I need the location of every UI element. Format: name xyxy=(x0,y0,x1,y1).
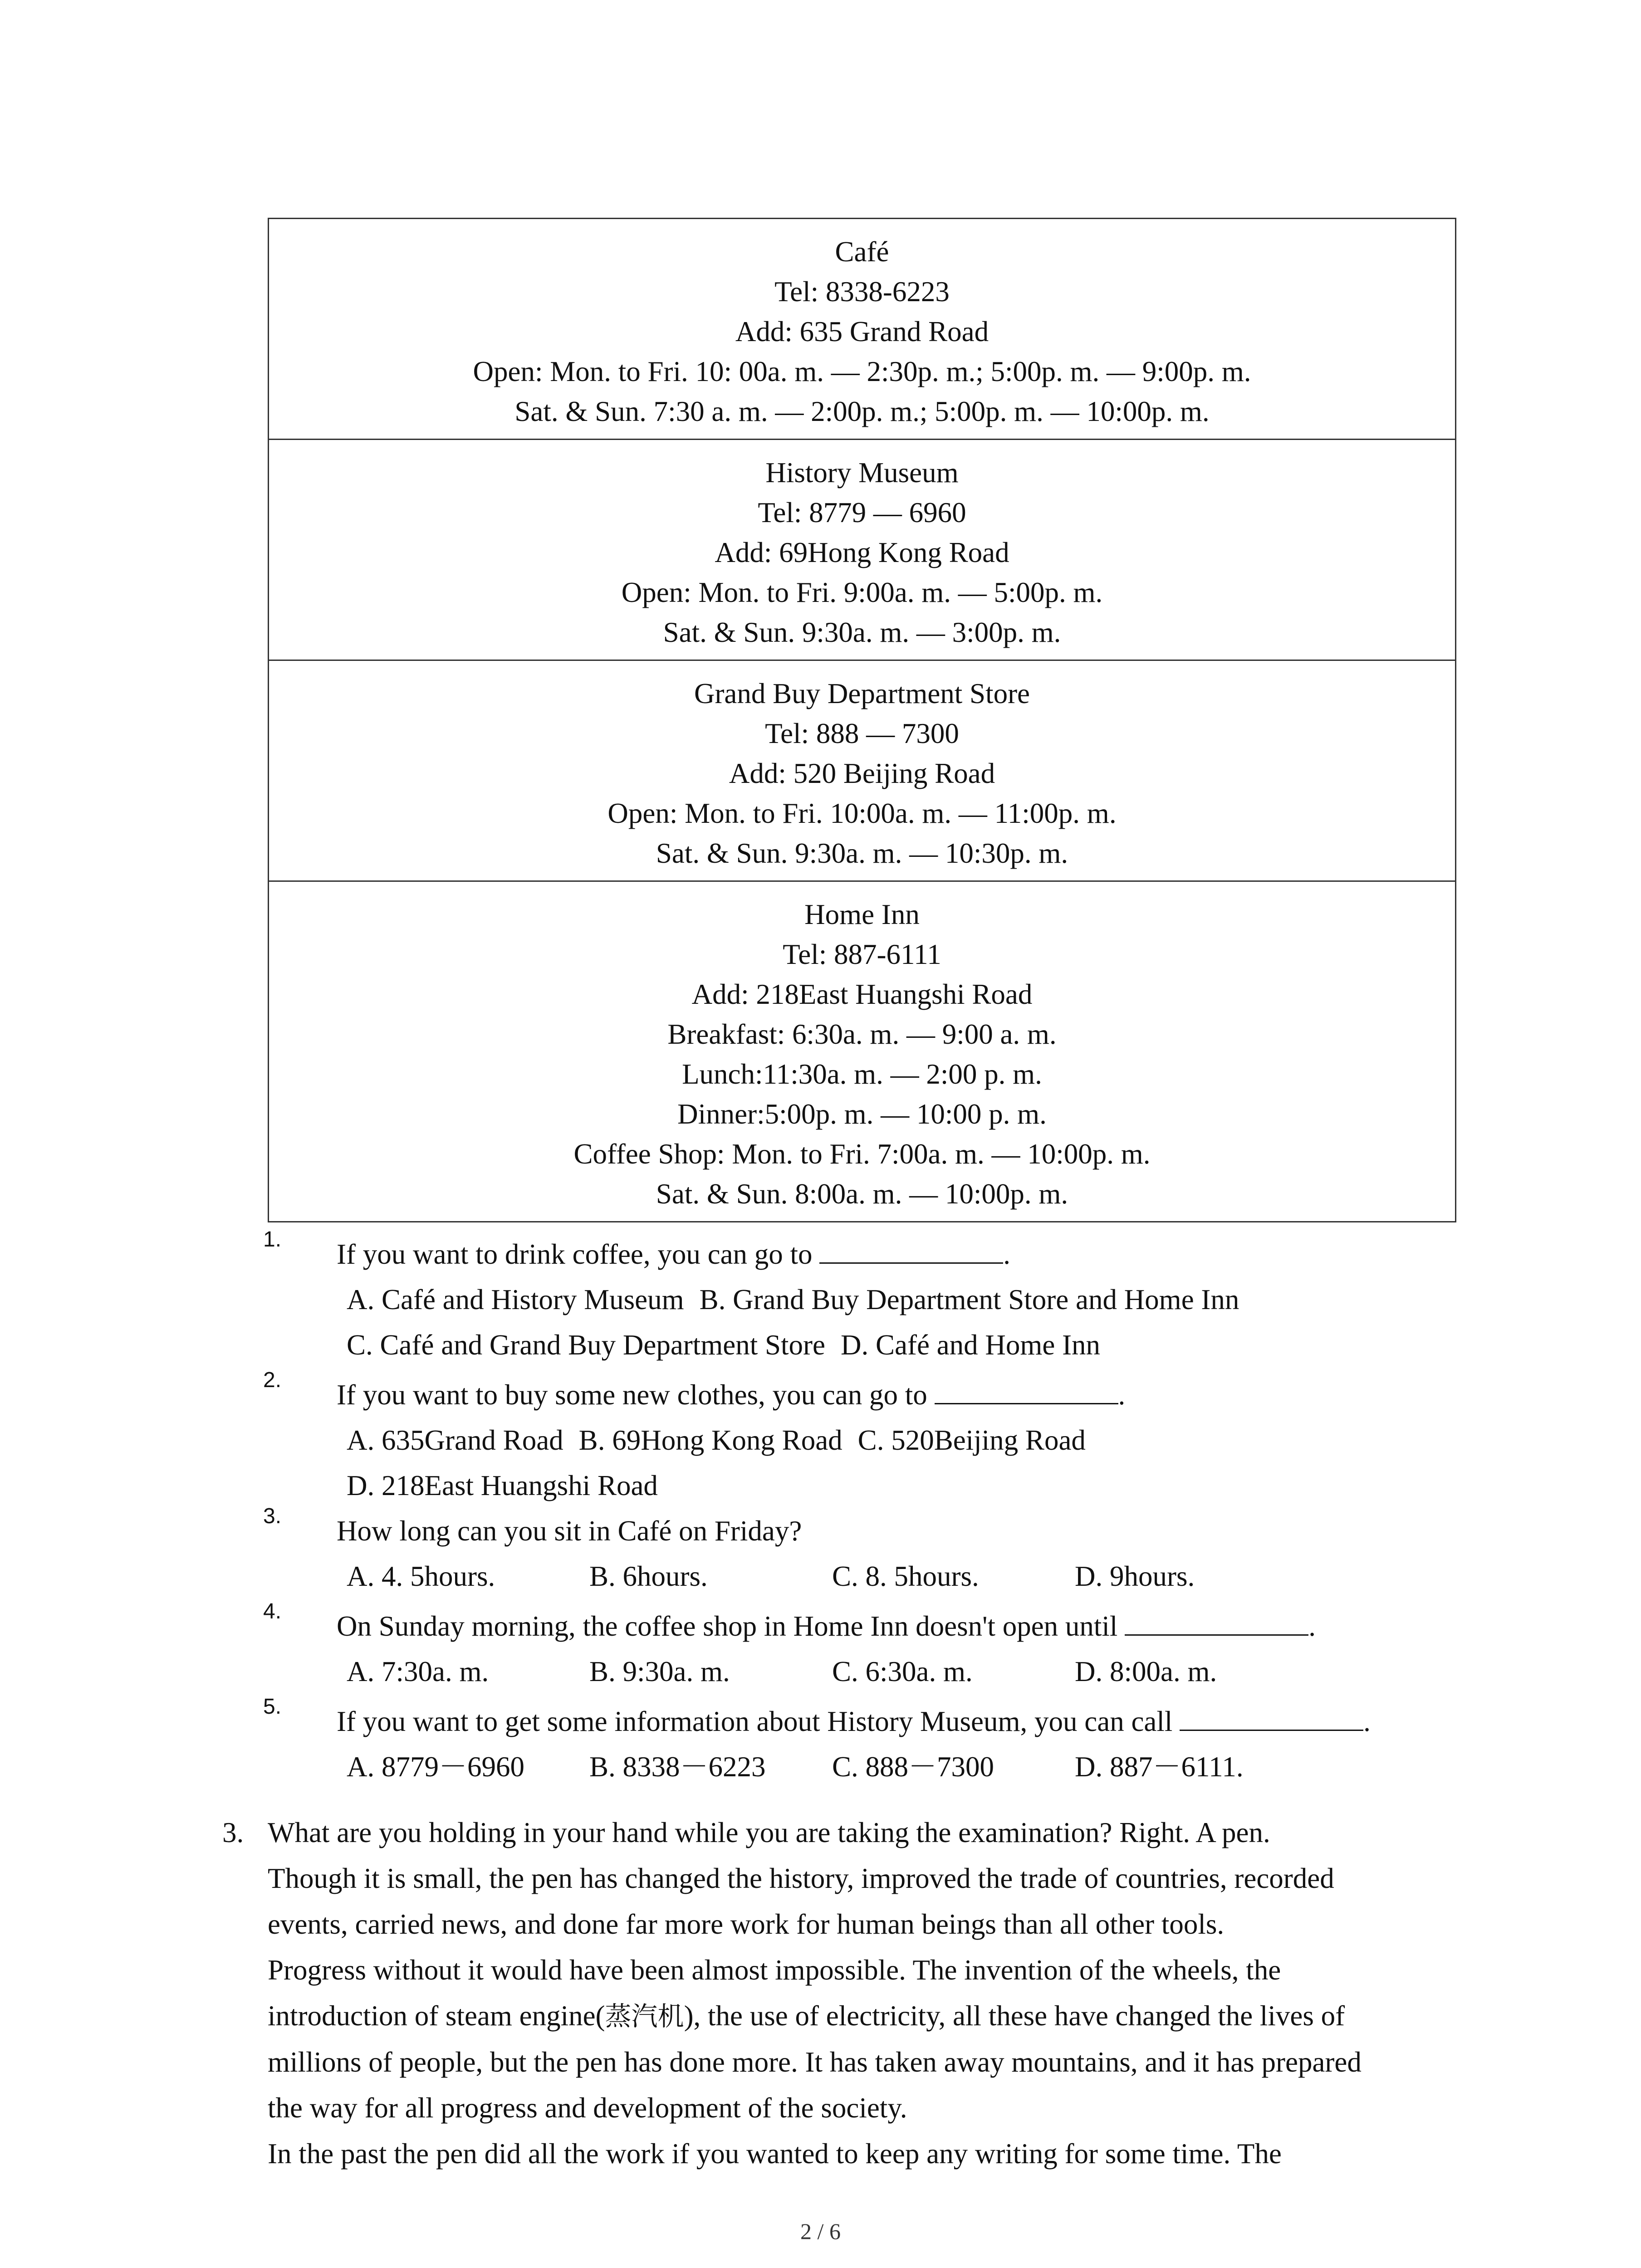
option-row xyxy=(263,1277,1488,1322)
option-d: D. Café and Home Inn xyxy=(840,1329,1101,1361)
passage-line: the way for all progress and development of the society. xyxy=(268,2092,907,2124)
stem-end: . xyxy=(1308,1610,1316,1642)
place-name: Home Inn xyxy=(804,899,920,930)
question-stem xyxy=(263,1603,1488,1649)
info-line: Open: Mon. to Fri. 10:00a. m. — 11:00p. m. xyxy=(607,797,1117,829)
info-line: Coffee Shop: Mon. to Fri. 7:00a. m. — 10:00p. m. xyxy=(573,1138,1151,1170)
place-name: Grand Buy Department Store xyxy=(694,678,1030,709)
option-b: B. Grand Buy Department Store and Home Inn xyxy=(699,1284,1239,1315)
info-line: Add: 520 Beijing Road xyxy=(729,758,995,789)
option-a: A. 635Grand Road xyxy=(347,1424,563,1456)
question-stem xyxy=(263,1508,1488,1554)
department-store-cell xyxy=(269,660,1456,881)
option-b: B. 69Hong Kong Road xyxy=(578,1424,843,1456)
info-line: Tel: 8779 — 6960 xyxy=(758,497,966,528)
info-line: Tel: 888 — 7300 xyxy=(765,718,959,749)
option-row xyxy=(263,1322,1488,1368)
info-line: Tel: 887-6111 xyxy=(783,938,941,970)
passage-text: ), the use of electricity, all these have changed the lives of xyxy=(684,2000,1345,2032)
option-c: C. Café and Grand Buy Department Store xyxy=(347,1329,825,1361)
option-a: A. 8779－6960 xyxy=(347,1751,524,1783)
option-c: C. 888－7300 xyxy=(832,1751,994,1783)
info-line: Open: Mon. to Fri. 10: 00a. m. — 2:30p. m.; 5:00p. m. — 9:00p. m. xyxy=(473,356,1251,387)
option-row xyxy=(263,1744,1488,1789)
place-name: History Museum xyxy=(765,457,959,489)
reading-passage xyxy=(222,1810,1474,2177)
info-line: Breakfast: 6:30a. m. — 9:00 a. m. xyxy=(667,1018,1057,1050)
info-table xyxy=(268,218,1456,1222)
question-stem xyxy=(263,1699,1488,1744)
option-d: D. 887－6111. xyxy=(1075,1751,1244,1783)
info-line: Dinner:5:00p. m. — 10:00 p. m. xyxy=(677,1098,1047,1130)
stem-text: If you want to buy some new clothes, you can go to xyxy=(337,1379,927,1411)
option-b: B. 8338－6223 xyxy=(589,1751,766,1783)
option-c: C. 520Beijing Road xyxy=(857,1424,1086,1456)
question-stem xyxy=(263,1372,1488,1418)
option-row xyxy=(263,1418,1488,1463)
info-line: Tel: 8338-6223 xyxy=(774,276,950,308)
page-number: 2 / 6 xyxy=(800,2219,841,2244)
passage-number: 3. xyxy=(222,1817,244,1848)
passage-text: What are you holding in your hand while you are taking the examination? Right. A pen. xyxy=(268,1817,1270,1848)
option-a: A. Café and History Museum xyxy=(347,1284,684,1315)
answer-blank xyxy=(935,1376,1118,1404)
option-c: C. 8. 5hours. xyxy=(832,1560,979,1592)
info-line: Add: 635 Grand Road xyxy=(735,316,989,347)
question-3 xyxy=(263,1504,1488,1599)
table-row xyxy=(269,881,1456,1222)
passage-line xyxy=(222,1993,1474,2039)
option-b: B. 9:30a. m. xyxy=(589,1656,730,1687)
option-d: D. 9hours. xyxy=(1075,1560,1195,1592)
stem-text: On Sunday morning, the coffee shop in Home Inn doesn't open until xyxy=(337,1610,1118,1642)
place-name: Café xyxy=(835,236,889,268)
passage-line xyxy=(222,1810,1474,1856)
answer-blank xyxy=(819,1235,1003,1264)
table-row xyxy=(269,660,1456,881)
info-line: Sat. & Sun. 7:30 a. m. — 2:00p. m.; 5:00p. m. — 10:00p. m. xyxy=(514,396,1210,427)
passage-line: In the past the pen did all the work if you wanted to keep any writing for some time. The xyxy=(268,2138,1282,2170)
question-number: 4. xyxy=(263,1599,282,1623)
option-d: D. 218East Huangshi Road xyxy=(347,1470,658,1501)
question-number: 5. xyxy=(263,1695,282,1719)
option-a: A. 4. 5hours. xyxy=(347,1560,495,1592)
question-5 xyxy=(263,1695,1488,1789)
passage-text: introduction of steam engine( xyxy=(268,2000,605,2032)
chinese-gloss: 蒸汽机 xyxy=(605,2001,684,2032)
question-4 xyxy=(263,1599,1488,1694)
option-c: C. 6:30a. m. xyxy=(832,1656,973,1687)
question-1 xyxy=(263,1227,1488,1368)
stem-end: . xyxy=(1003,1238,1011,1270)
passage-line: Though it is small, the pen has changed the history, improved the trade of countries, recorded xyxy=(268,1862,1334,1894)
question-number: 2. xyxy=(263,1368,282,1392)
stem-text: If you want to drink coffee, you can go to xyxy=(337,1238,813,1270)
question-list xyxy=(263,1227,1488,1789)
option-row xyxy=(263,1463,1488,1508)
question-stem xyxy=(263,1232,1488,1277)
home-inn-cell xyxy=(269,881,1456,1222)
info-line: Sat. & Sun. 9:30a. m. — 10:30p. m. xyxy=(656,837,1068,869)
option-d: D. 8:00a. m. xyxy=(1075,1656,1217,1687)
info-line: Sat. & Sun. 9:30a. m. — 3:00p. m. xyxy=(663,616,1061,648)
info-line: Sat. & Sun. 8:00a. m. — 10:00p. m. xyxy=(656,1178,1068,1210)
question-2 xyxy=(263,1368,1488,1508)
stem-text: How long can you sit in Café on Friday? xyxy=(337,1515,802,1547)
table-row xyxy=(269,440,1456,660)
cafe-cell xyxy=(269,219,1456,440)
info-line: Add: 69Hong Kong Road xyxy=(715,537,1009,568)
history-museum-cell xyxy=(269,440,1456,660)
passage-line: events, carried news, and done far more work for human beings than all other tools. xyxy=(268,1908,1225,1940)
passage-line: millions of people, but the pen has done more. It has taken away mountains, and it has prepared xyxy=(268,2046,1362,2078)
option-a: A. 7:30a. m. xyxy=(347,1656,489,1687)
info-line: Open: Mon. to Fri. 9:00a. m. — 5:00p. m. xyxy=(621,577,1103,608)
table-row xyxy=(269,219,1456,440)
option-row xyxy=(263,1554,1488,1599)
option-row xyxy=(263,1649,1488,1694)
info-line: Lunch:11:30a. m. — 2:00 p. m. xyxy=(682,1058,1042,1090)
question-number: 1. xyxy=(263,1227,282,1251)
stem-end: . xyxy=(1363,1706,1371,1737)
answer-blank xyxy=(1180,1702,1363,1731)
option-b: B. 6hours. xyxy=(589,1560,708,1592)
passage-line: Progress without it would have been almost impossible. The invention of the wheels, the xyxy=(268,1954,1281,1986)
stem-text: If you want to get some information about History Museum, you can call xyxy=(337,1706,1173,1737)
stem-end: . xyxy=(1118,1379,1126,1411)
answer-blank xyxy=(1125,1607,1308,1636)
info-line: Add: 218East Huangshi Road xyxy=(691,978,1033,1010)
question-number: 3. xyxy=(263,1504,282,1528)
